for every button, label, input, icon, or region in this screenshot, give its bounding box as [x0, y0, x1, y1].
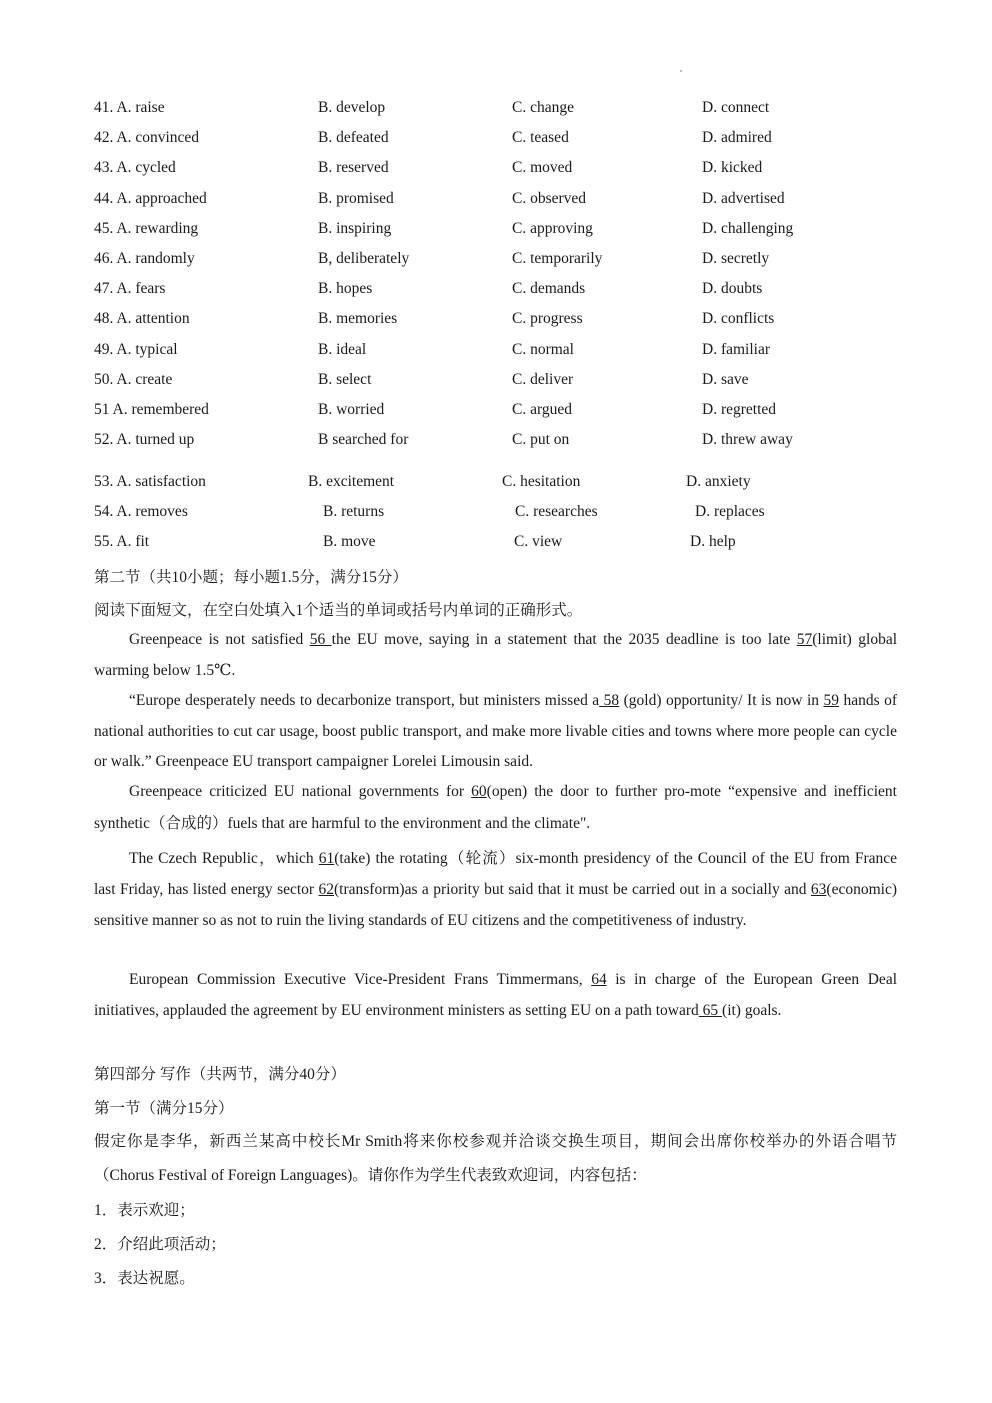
passage-paragraph-2: “Europe desperately needs to decarbonize transport, but ministers missed a 58 (gold) opportunity/ It is now in 59 hands of national authorities to cut car usage, boost public transport, and make more livable cities and towns where more people can cycle or walk.” Greenpeace EU transport campaigner Lorelei Limousin said. — [94, 692, 897, 770]
option-row — [0, 431, 992, 455]
option-row — [0, 503, 992, 527]
option-d: D. help — [690, 533, 736, 550]
option-d: D. regretted — [702, 401, 777, 418]
writing-item-3: 3．表达祝愿。 — [94, 1270, 195, 1287]
option-c: C. approving — [512, 219, 593, 237]
writing-prompt: 假定你是李华，新西兰某高中校长Mr Smith将来你校参观并洽谈交换生项目，期间会出席你校举办的外语合唱节（Chorus Festival of Foreign Languages)。请你作为学生代表致欢迎词，内容包括： — [94, 1133, 897, 1184]
writing-item-2: 2．介绍此项活动； — [94, 1236, 226, 1253]
option-row — [0, 533, 992, 557]
option-row — [0, 310, 992, 334]
section2-instruction: 阅读下面短文，在空白处填入1个适当的单词或括号内单词的正确形式。 — [94, 602, 583, 619]
option-b: B. excitement — [308, 473, 395, 490]
option-d: D. admired — [702, 129, 772, 147]
option-d: D. connect — [702, 99, 770, 116]
option-d: D. save — [702, 370, 749, 388]
option-c: C. change — [512, 99, 574, 116]
writing-item-1: 1．表示欢迎； — [94, 1202, 195, 1219]
blank-65: 65 — [698, 1001, 723, 1019]
blank-61: 61 — [318, 850, 335, 867]
option-d: D. doubts — [702, 280, 763, 298]
option-b: B. defeated — [318, 129, 389, 147]
option-a: 47. A. fears — [94, 280, 166, 298]
option-row — [0, 280, 992, 304]
option-b: B. returns — [323, 503, 385, 520]
option-b: B. memories — [318, 310, 398, 328]
option-a: 55. A. fit — [94, 533, 150, 550]
option-b: B. select — [318, 370, 372, 388]
passage-paragraph-4: The Czech Republic，which 61(take) the rotating（轮流）six-month presidency of the Council of the EU from France last Friday, has listed energy sector 62(transform)as a priority but said that it must be carried out in a socially and 63(economic) sensitive manner so as not to ruin the living standards of EU citizens and the competitiveness of industry. — [94, 850, 897, 929]
blank-59: 59 — [823, 692, 839, 709]
option-c: C. deliver — [512, 370, 574, 388]
option-d: D. conflicts — [702, 310, 775, 328]
option-a: 48. A. attention — [94, 310, 190, 328]
passage-paragraph-1: Greenpeace is not satisfied 56 the EU move, saying in a statement that the 2035 deadline is too late 57(limit) global warming below 1.5℃. — [94, 631, 898, 679]
option-row — [0, 99, 992, 123]
option-b: B. move — [323, 533, 376, 550]
passage-paragraph-3: Greenpeace criticized EU national governments for 60(open) the door to further pro-mote “expensive and inefficient synthetic（合成的）fuels that are harmful to the environment and the climate". — [94, 783, 897, 832]
blank-58: 58 — [599, 692, 620, 709]
option-a: 52. A. turned up — [94, 431, 195, 449]
option-d: D. advertised — [702, 189, 785, 207]
part4-heading: 第四部分 写作（共两节，满分40分） — [94, 1066, 346, 1083]
part4-subheading: 第一节（满分15分） — [94, 1100, 234, 1117]
option-a: 42. A. convinced — [94, 129, 200, 147]
option-b: B. worried — [318, 401, 385, 418]
option-c: C. observed — [512, 189, 587, 207]
option-a: 50. A. create — [94, 370, 173, 388]
option-b: B. reserved — [318, 159, 389, 177]
option-b: B. promised — [318, 189, 394, 207]
option-c: C. normal — [512, 340, 574, 358]
option-a: 49. A. typical — [94, 340, 178, 358]
option-d: D. anxiety — [686, 473, 751, 490]
option-b: B. hopes — [318, 280, 373, 298]
option-c: C. researches — [515, 503, 598, 520]
option-c: C. temporarily — [512, 250, 603, 267]
option-d: D. challenging — [702, 219, 794, 237]
option-row — [0, 371, 992, 395]
option-a: 51 A. remembered — [94, 401, 209, 418]
option-row — [0, 220, 992, 244]
option-c: C. hesitation — [502, 473, 581, 490]
blank-64: 64 — [591, 971, 607, 988]
option-row — [0, 473, 992, 497]
blank-62: 62 — [318, 881, 335, 898]
option-row — [0, 250, 992, 274]
option-a: 41. A. raise — [94, 99, 165, 116]
option-c: C. progress — [512, 310, 583, 328]
option-c: C. teased — [512, 129, 569, 147]
option-row — [0, 129, 992, 153]
option-d: D. secretly — [702, 250, 770, 267]
option-row — [0, 190, 992, 214]
passage-paragraph-5: European Commission Executive Vice-President Frans Timmermans, 64 is in charge of the European Green Deal initiatives, applauded the agreement by EU environment ministers as setting EU on a path toward 65 (it) goals. — [94, 971, 897, 1019]
option-b: B, deliberately — [318, 250, 410, 267]
blank-57: 57 — [796, 631, 813, 648]
option-a: 46. A. randomly — [94, 250, 195, 267]
option-d: D. kicked — [702, 159, 763, 177]
option-a: 54. A. removes — [94, 503, 188, 520]
option-b: B. develop — [318, 99, 386, 116]
blank-63: 63 — [810, 881, 827, 898]
option-a: 45. A. rewarding — [94, 219, 199, 237]
option-c: C. put on — [512, 431, 570, 449]
section2-heading: 第二节（共10小题；每小题1.5分，满分15分） — [94, 569, 408, 586]
option-c: C. argued — [512, 401, 572, 418]
option-c: C. view — [514, 533, 563, 550]
option-c: C. moved — [512, 159, 573, 177]
option-row — [0, 401, 992, 425]
option-d: D. familiar — [702, 340, 771, 358]
option-a: 44. A. approached — [94, 189, 207, 207]
option-a: 43. A. cycled — [94, 159, 176, 177]
option-b: B searched for — [318, 431, 409, 449]
option-row — [0, 341, 992, 365]
scan-dot — [680, 70, 682, 72]
option-b: B. inspiring — [318, 219, 392, 237]
option-row — [0, 159, 992, 183]
option-a: 53. A. satisfaction — [94, 473, 206, 490]
option-b: B. ideal — [318, 340, 367, 358]
option-d: D. replaces — [695, 503, 765, 520]
blank-60: 60 — [471, 783, 487, 800]
blank-56: 56 — [309, 631, 332, 648]
option-c: C. demands — [512, 280, 586, 298]
option-d: D. threw away — [702, 431, 793, 449]
